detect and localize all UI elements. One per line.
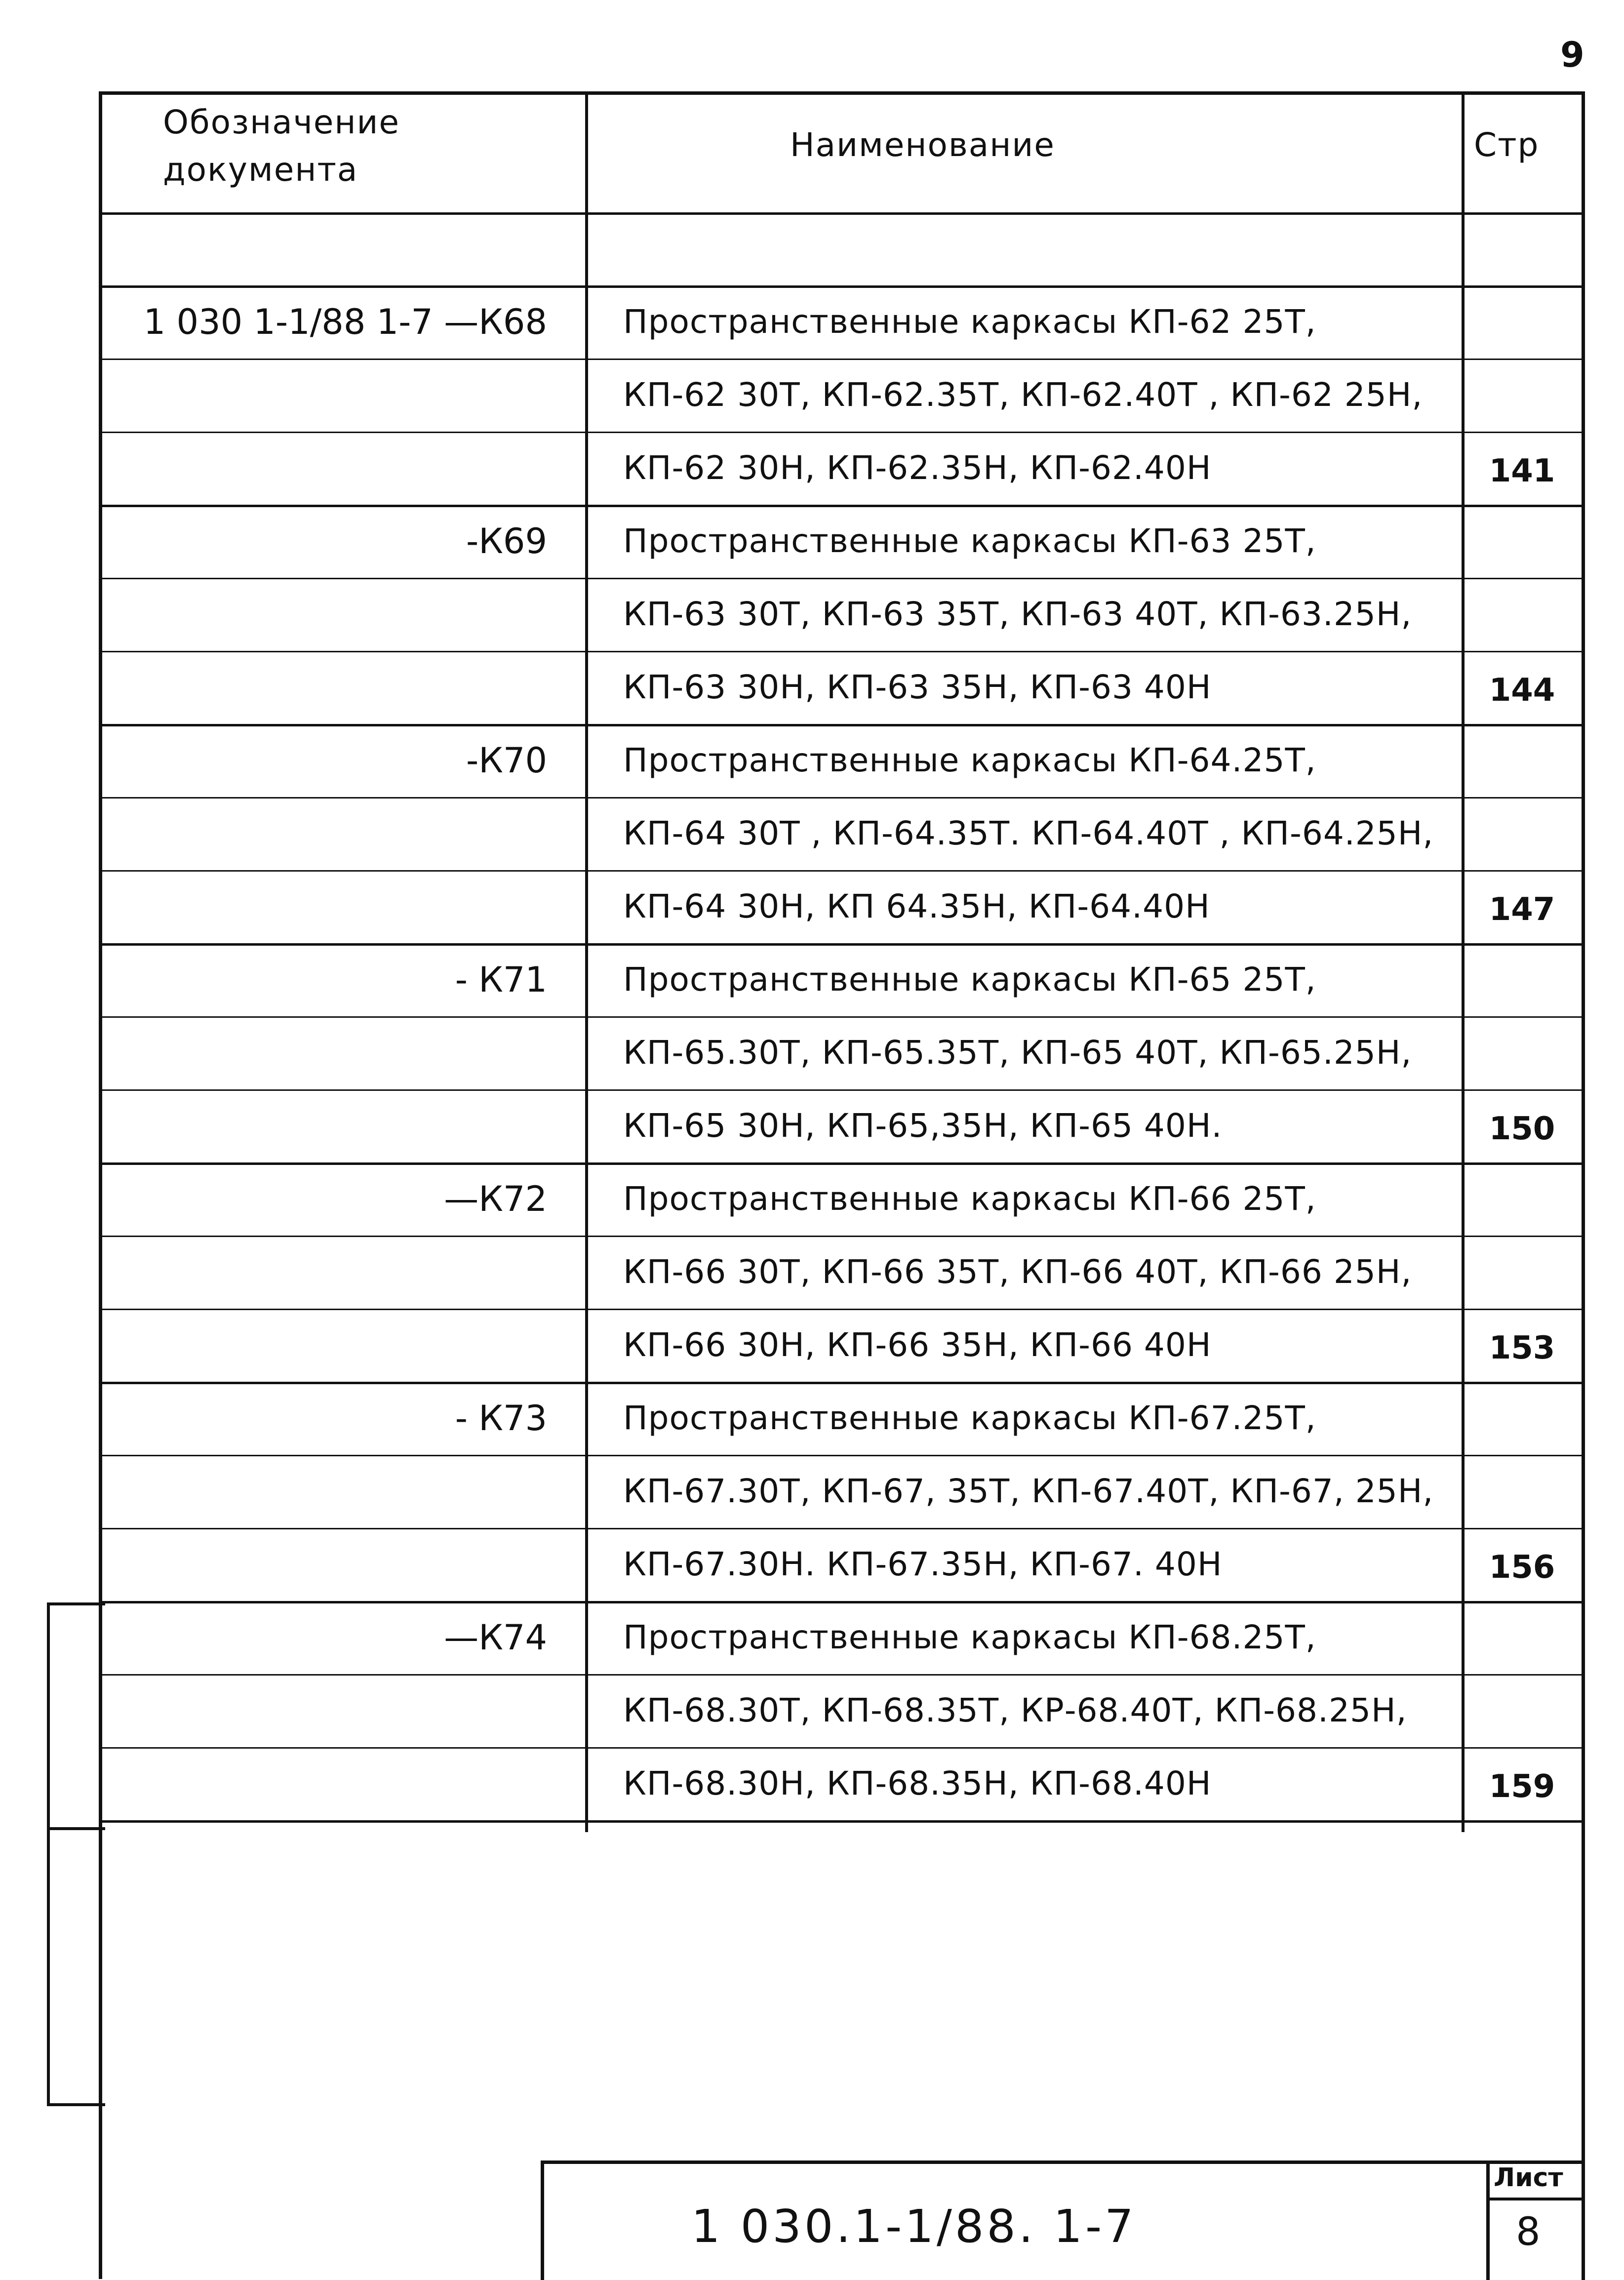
row-designation: 1 030 1-1/88 1-7 —К68 bbox=[143, 302, 547, 342]
row-page bbox=[1463, 1162, 1582, 1236]
row-name: КП-62 30Н, КП-62.35Н, КП-62.40Н bbox=[623, 449, 1212, 487]
table-row bbox=[102, 724, 1582, 797]
row-name: КП-67.30Н. КП-67.35Н, КП-67. 40Н bbox=[623, 1545, 1223, 1583]
table-row bbox=[102, 1528, 1582, 1601]
row-page bbox=[1463, 1016, 1582, 1089]
row-designation: - К71 bbox=[455, 960, 547, 1000]
row-page bbox=[1463, 1674, 1582, 1747]
table-row bbox=[102, 797, 1582, 870]
row-page: 153 bbox=[1489, 1330, 1555, 1366]
sheet-label: Лист bbox=[1494, 2163, 1563, 2193]
table-row bbox=[102, 1382, 1582, 1455]
row-page: 144 bbox=[1489, 672, 1555, 709]
row-name: КП-66 30Н, КП-66 35Н, КП-66 40Н bbox=[623, 1326, 1212, 1364]
row-name: КП-66 30Т, КП-66 35Т, КП-66 40Т, КП-66 25Н, bbox=[623, 1253, 1412, 1291]
header-designation: Обозначение документа bbox=[163, 103, 400, 189]
row-name: КП-68.30Н, КП-68.35Н, КП-68.40Н bbox=[623, 1764, 1212, 1802]
row-page bbox=[1463, 1455, 1582, 1528]
row-name: КП-63 30Т, КП-63 35Т, КП-63 40Т, КП-63.25Н, bbox=[623, 595, 1412, 633]
row-page bbox=[1463, 359, 1582, 432]
sheet-cell-divider bbox=[1486, 2198, 1585, 2200]
row-page bbox=[1463, 797, 1582, 870]
row-name: КП-65.30Т, КП-65.35Т, КП-65 40Т, КП-65.25Н, bbox=[623, 1034, 1412, 1072]
row-page bbox=[1463, 943, 1582, 1016]
binding-margin-divider bbox=[47, 1827, 105, 1830]
row-page bbox=[1463, 1382, 1582, 1455]
sheet-number: 8 bbox=[1516, 2210, 1541, 2254]
row-designation: —К74 bbox=[444, 1617, 547, 1658]
table-row bbox=[102, 651, 1582, 724]
row-page bbox=[1463, 1236, 1582, 1309]
table-row bbox=[102, 1674, 1582, 1747]
table-row bbox=[102, 1601, 1582, 1674]
page-number: 9 bbox=[1560, 35, 1584, 75]
row-name: Пространственные каркасы КП-67.25Т, bbox=[623, 1399, 1316, 1437]
row-name: Пространственные каркасы КП-65 25Т, bbox=[623, 960, 1316, 999]
row-page bbox=[1463, 724, 1582, 797]
row-name: КП-64 30Т , КП-64.35Т. КП-64.40Т , КП-64.25Н, bbox=[623, 814, 1434, 852]
table-row bbox=[102, 505, 1582, 578]
row-page: 150 bbox=[1489, 1111, 1555, 1147]
table-row bbox=[102, 870, 1582, 943]
header-page: Стр bbox=[1474, 126, 1540, 164]
row-page bbox=[1463, 212, 1582, 285]
row-page bbox=[1463, 1601, 1582, 1674]
table-row bbox=[102, 1089, 1582, 1162]
row-name: Пространственные каркасы КП-63 25Т, bbox=[623, 522, 1316, 560]
document-code: 1 030.1-1/88. 1-7 bbox=[691, 2200, 1137, 2253]
table-row bbox=[102, 1236, 1582, 1309]
row-page: 156 bbox=[1489, 1549, 1555, 1586]
row-name: КП-65 30Н, КП-65,35Н, КП-65 40Н. bbox=[623, 1107, 1223, 1145]
binding-margin-box bbox=[47, 1602, 105, 2106]
row-name: КП-63 30Н, КП-63 35Н, КП-63 40Н bbox=[623, 668, 1212, 706]
table-row bbox=[102, 1747, 1582, 1820]
row-name: КП-62 30Т, КП-62.35Т, КП-62.40Т , КП-62 25Н, bbox=[623, 376, 1423, 414]
row-page bbox=[1463, 505, 1582, 578]
row-name: Пространственные каркасы КП-68.25Т, bbox=[623, 1618, 1316, 1656]
table-row bbox=[102, 943, 1582, 1016]
row-page: 159 bbox=[1489, 1768, 1555, 1805]
row-name: КП-67.30Т, КП-67, 35Т, КП-67.40Т, КП-67, 25Н, bbox=[623, 1472, 1434, 1510]
table-row bbox=[102, 359, 1582, 432]
table-row bbox=[102, 1309, 1582, 1382]
table-row bbox=[102, 285, 1582, 359]
table-row bbox=[102, 1455, 1582, 1528]
row-name: Пространственные каркасы КП-66 25Т, bbox=[623, 1180, 1316, 1218]
header-name: Наименование bbox=[790, 126, 1055, 164]
row-page bbox=[1463, 285, 1582, 359]
table-row bbox=[102, 1162, 1582, 1236]
row-name: КП-68.30Т, КП-68.35Т, КР-68.40Т, КП-68.25Н, bbox=[623, 1691, 1407, 1729]
table-row bbox=[102, 212, 1582, 285]
row-name: КП-64 30Н, КП 64.35Н, КП-64.40Н bbox=[623, 887, 1210, 925]
row-page bbox=[1463, 578, 1582, 651]
table-row bbox=[102, 578, 1582, 651]
row-page: 141 bbox=[1489, 453, 1555, 489]
table-row bbox=[102, 1016, 1582, 1089]
row-designation: —К72 bbox=[444, 1179, 547, 1219]
row-page: 147 bbox=[1489, 891, 1555, 928]
row-designation: -К70 bbox=[466, 740, 547, 781]
row-designation: -К69 bbox=[466, 521, 547, 561]
row-divider bbox=[102, 1820, 1582, 1823]
row-name: Пространственные каркасы КП-64.25Т, bbox=[623, 741, 1316, 779]
table-row bbox=[102, 432, 1582, 505]
row-name: Пространственные каркасы КП-62 25Т, bbox=[623, 303, 1316, 341]
row-designation: - К73 bbox=[455, 1398, 547, 1439]
